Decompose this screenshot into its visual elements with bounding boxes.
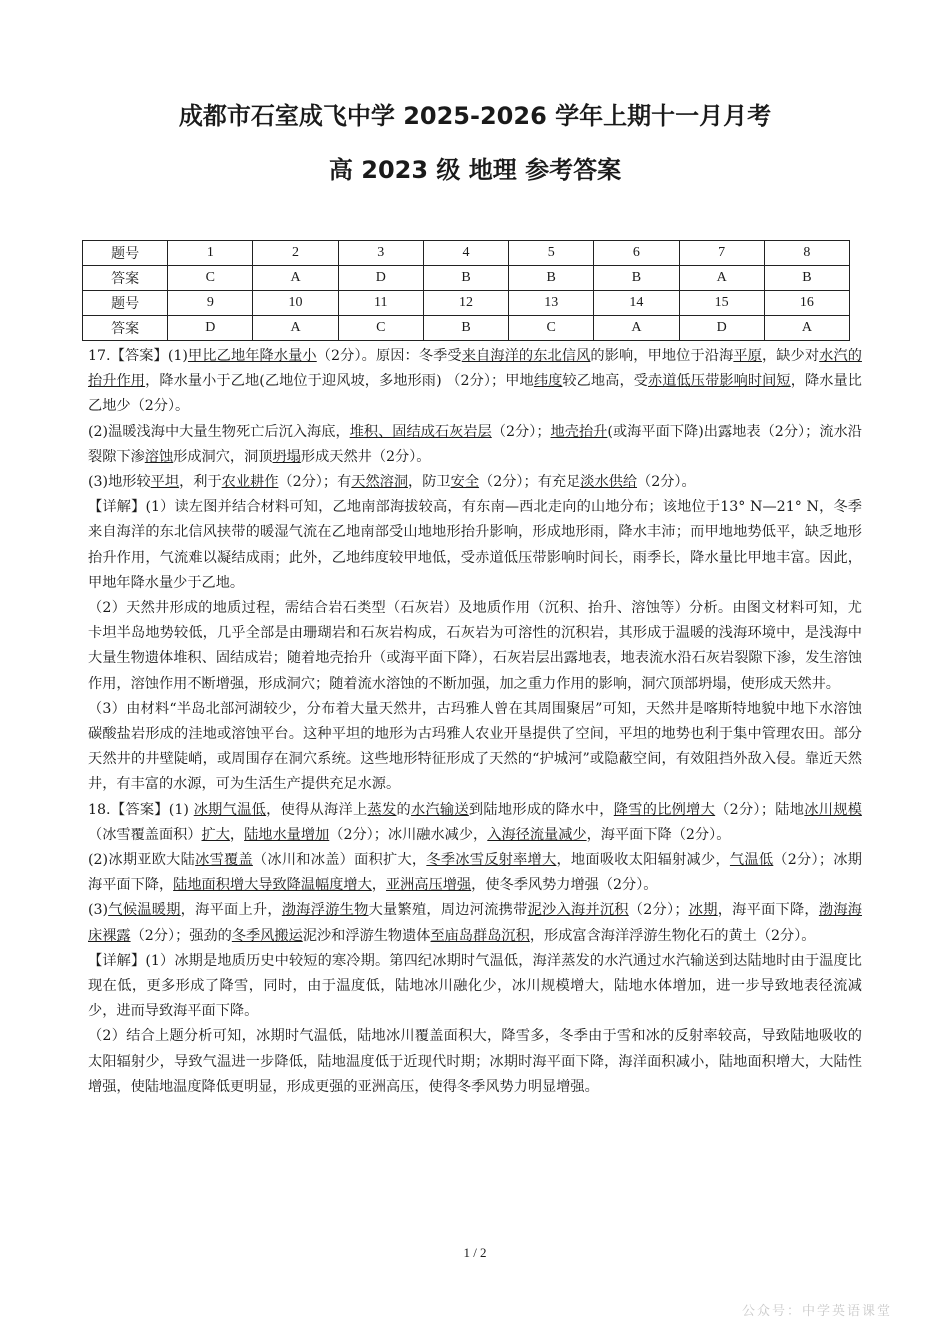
- table-cell: A: [253, 316, 338, 341]
- table-cell: B: [423, 316, 508, 341]
- q17-answer-1: 17.【答案】(1)甲比乙地年降水量小（2分）。原因：冬季受来自海洋的东北信风的影响，甲地位于沿海平原，缺少对水汽的抬升作用，降水量小于乙地(乙地位于迎风坡，多地形雨) （2分）；甲地纬度较乙地高，受赤道低压带影响时间短，降水量比乙地少（2分）。: [88, 348, 862, 415]
- page-title: 成都市石室成飞中学 2025-2026 学年上期十一月月考: [178, 102, 772, 130]
- table-cell: 3: [338, 241, 423, 266]
- table-row-answers-2: [83, 316, 850, 341]
- table-cell: A: [679, 266, 764, 291]
- table-cell: B: [509, 266, 594, 291]
- table-cell: 7: [679, 241, 764, 266]
- table-cell: B: [764, 266, 849, 291]
- table-cell: 11: [338, 291, 423, 316]
- q18-answer-1: 18.【答案】(1) 冰期气温低，使得从海洋上蒸发的水汽输送到陆地形成的降水中，降雪的比例增大（2分）；陆地冰川规模（冰雪覆盖面积）扩大，陆地水量增加（2分）；冰川融水减少，入海径流量减少，海平面下降（2分）。: [88, 801, 862, 843]
- q17-answer-2: (2)温暖浅海中大量生物死亡后沉入海底，堆积、固结成石灰岩层（2分）；地壳抬升(或海平面下降)出露地表（2分）；流水沿裂隙下渗溶蚀形成洞穴，洞顶坍塌形成天然井（2分）。: [88, 423, 862, 465]
- table-cell: B: [423, 266, 508, 291]
- q17-detail-3: （3）由材料“半岛北部河湖较少，分布着大量天然井，古玛雅人曾在其周围聚居”可知，天然井是喀斯特地貌中地下水溶蚀碳酸盐岩形成的洼地或溶蚀平台。这种平坦的地形为古玛雅人农业开垦提供了空间，平坦的地势也利于集中管理农田。部分天然井的井壁陡峭，或周围存在洞穴系统。这些地形特征形成了天然的“护城河”或隐蔽空间，有效阻挡外敌入侵。靠近天然井，有丰富的水源，可为生活生产提供充足水源。: [88, 700, 862, 793]
- table-cell: C: [168, 266, 253, 291]
- table-row-answers-1: [83, 266, 850, 291]
- table-cell: D: [679, 316, 764, 341]
- q17-answer-3: (3)地形较平坦，利于农业耕作（2分）；有天然溶洞，防卫安全（2分）；有充足淡水供给（2分）。: [88, 474, 696, 491]
- table-cell: 13: [509, 291, 594, 316]
- watermark: 公众号：中学英语课堂: [741, 1304, 892, 1319]
- table-cell: 9: [168, 291, 253, 316]
- table-cell: A: [594, 316, 679, 341]
- page-subtitle: 高 2023 级 地理 参考答案: [328, 156, 622, 184]
- row-header-question: 题号: [83, 241, 168, 266]
- q18-detail-2: （2）结合上题分析可知，冰期时气温低，陆地冰川覆盖面积大，降雪多，冬季由于雪和冰的反射率较高，导致陆地吸收的太阳辐射少，导致气温进一步降低，陆地温度低于近现代时期；冰期时海平面下降，海洋面积减小，陆地面积增大，大陆性增强，使陆地温度降低更明显，形成更强的亚洲高压，使得冬季风势力明显增强。: [88, 1028, 862, 1095]
- table-cell: A: [764, 316, 849, 341]
- table-cell: 8: [764, 241, 849, 266]
- answer-table: [82, 240, 850, 341]
- table-row-question-numbers-2: [83, 291, 850, 316]
- table-cell: 6: [594, 241, 679, 266]
- table-cell: D: [338, 266, 423, 291]
- q18-answer-2: (2)冰期亚欧大陆冰雪覆盖（冰川和冰盖）面积扩大，冬季冰雪反射率增大，地面吸收太阳辐射减少，气温低（2分）；冰期海平面下降，陆地面积增大导致降温幅度增大，亚洲高压增强，使冬季风势力增强（2分）。: [88, 852, 862, 894]
- table-cell: 1: [168, 241, 253, 266]
- table-cell: 15: [679, 291, 764, 316]
- row-header-question: 题号: [83, 291, 168, 316]
- table-cell: 10: [253, 291, 338, 316]
- answers-body: [88, 344, 862, 1100]
- q17-detail-2: （2）天然井形成的地质过程，需结合岩石类型（石灰岩）及地质作用（沉积、抬升、溶蚀等）分析。由图文材料可知，尤卡坦半岛地势较低，几乎全部是由珊瑚岩和石灰岩构成，石灰岩为可溶性的沉积岩，其形成于温暖的浅海环境中，是浅海中大量生物遗体堆积、固结成岩；随着地壳抬升（或海平面下降），石灰岩层出露地表，地表流水沿石灰岩裂隙下渗，发生溶蚀作用，溶蚀作用不断增强，形成洞穴；随着流水溶蚀的不断加强，加之重力作用的影响，洞穴顶部坍塌，使形成天然井。: [88, 600, 862, 692]
- q18-detail-1: 【详解】(1）冰期是地质历史中较短的寒冷期。第四纪冰期时气温低，海洋蒸发的水汽通过水汽输送到达陆地时由于温度比现在低，更多形成了降雪，同时，由于温度低，陆地冰川融化少，冰川规模增大，陆地水体增加，进一步导致地表径流减少，进而导致海平面下降。: [88, 952, 862, 1020]
- table-cell: A: [253, 266, 338, 291]
- row-header-answer: 答案: [83, 316, 168, 341]
- table-cell: 5: [509, 241, 594, 266]
- page-number: 1 / 2: [463, 1245, 487, 1260]
- table-cell: 12: [423, 291, 508, 316]
- table-cell: B: [594, 266, 679, 291]
- table-cell: C: [338, 316, 423, 341]
- table-cell: 4: [423, 241, 508, 266]
- table-cell: D: [168, 316, 253, 341]
- q18-answer-3: (3)气候温暖期，海平面上升，渤海浮游生物大量繁殖，周边河流携带泥沙入海并沉积（2分）；冰期，海平面下降，渤海海床裸露（2分）；强劲的冬季风搬运泥沙和浮游生物遗体至庙岛群岛沉积，形成富含海洋浮游生物化石的黄土（2分）。: [88, 902, 862, 944]
- q17-detail-1: 【详解】(1）读左图并结合材料可知，乙地南部海拔较高，有东南—西北走向的山地分布；该地位于13° N—21° N，冬季来自海洋的东北信风挟带的暖湿气流在乙地南部受山地地形抬升影响，形成地形雨，降水丰沛；而甲地地势低平，缺乏地形抬升作用，气流难以凝结成雨；此外，乙地纬度较甲地低，受赤道低压带影响时间长，雨季长，降水量比甲地丰富。因此，甲地年降水量少于乙地。: [88, 499, 862, 591]
- table-cell: 16: [764, 291, 849, 316]
- table-cell: 14: [594, 291, 679, 316]
- table-cell: C: [509, 316, 594, 341]
- row-header-answer: 答案: [83, 266, 168, 291]
- table-row-question-numbers-1: [83, 241, 850, 266]
- table-cell: 2: [253, 241, 338, 266]
